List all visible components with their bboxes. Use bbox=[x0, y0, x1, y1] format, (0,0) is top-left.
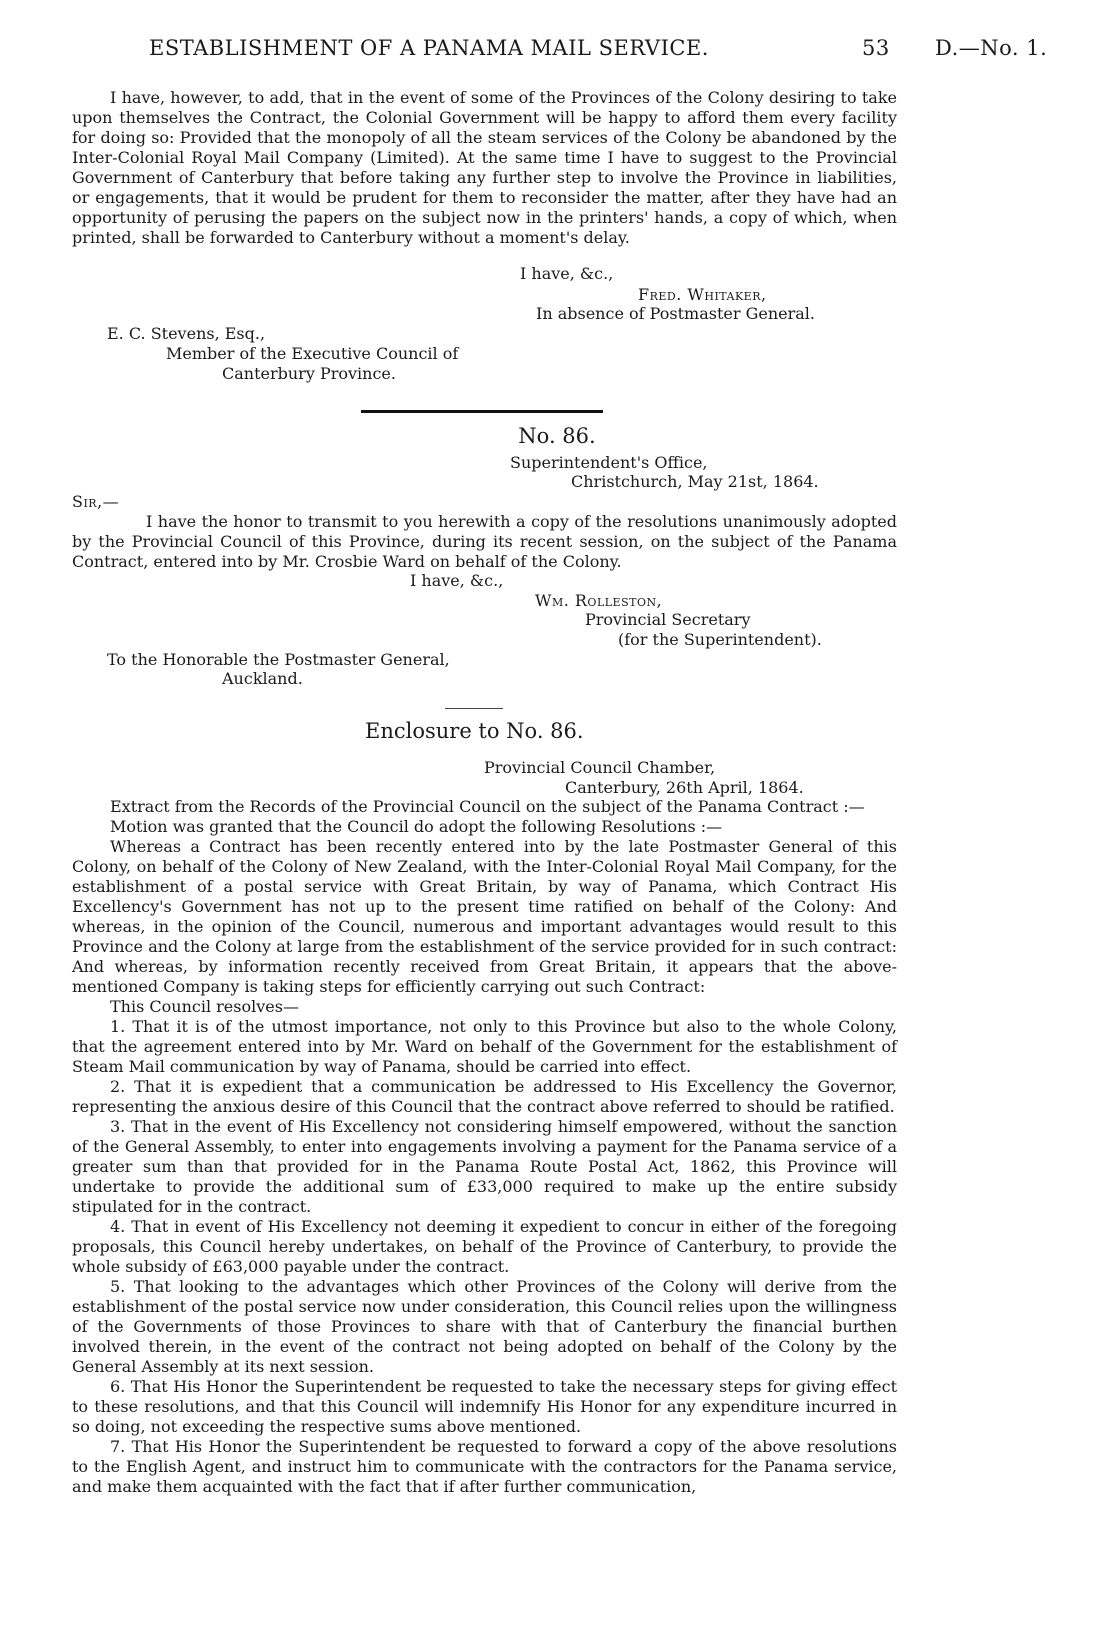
resolution-item: 6. That His Honor the Superintendent be requested to take the necessary steps for giving effect to these resolutions, and that this Council will indemnify His Honor for any expenditure incurred in so doing, not exceeding the respective sums above mentioned. bbox=[72, 1377, 897, 1436]
letter1-signatory: Fred. Whitaker, bbox=[638, 285, 767, 304]
resolution-item: 4. That in event of His Excellency not deeming it expedient to concur in either of the foregoing proposals, this Council hereby undertakes, on behalf of the Province of Canterbury, to provide the whole subsidy of £63,000 payable under the contract. bbox=[72, 1217, 897, 1276]
enclosure-extract: Extract from the Records of the Provincial Council on the subject of the Panama Contract :— bbox=[110, 797, 865, 816]
letter2-addressee-line2: Auckland. bbox=[222, 669, 303, 688]
letter2-signatory-role2: (for the Superintendent). bbox=[618, 630, 822, 649]
section-divider-thin bbox=[445, 708, 503, 709]
letter2-signatory-role1: Provincial Secretary bbox=[585, 610, 751, 629]
letter2-signatory: Wm. Rolleston, bbox=[535, 591, 663, 610]
enclosure-motion: Motion was granted that the Council do adopt the following Resolutions :— bbox=[110, 817, 723, 836]
enclosure-heading: Enclosure to No. 86. bbox=[365, 719, 584, 743]
enclosure-body bbox=[72, 797, 897, 1497]
letter1-closing: I have, &c., bbox=[520, 264, 614, 283]
letter2-number-heading: No. 86. bbox=[518, 424, 596, 448]
enclosure-whereas: Whereas a Contract has been recently entered into by the late Postmaster General of this Colony, on behalf of the Colony of New Zealand, with the Inter-Colonial Royal Mail Company, for the establishment of a postal service with Great Britain, by way of Panama, which Contract His Excellency's Government has not up to the present time ratified on behalf of the Colony: And whereas, in the opinion of the Council, numerous and important advantages would result to this Province and the Colony at large from the establishment of the service provided for in such contract: And whereas, by information recently received from Great Britain, it appears that the above-mentioned Company is taking steps for efficiently carrying out such Contract: bbox=[72, 837, 897, 996]
section-divider-thick bbox=[361, 410, 603, 413]
resolution-item: 3. That in the event of His Excellency not considering himself empowered, without the sanction of the General Assembly, to enter into engagements involving a payment for the Panama service of a greater sum than that provided for in the Panama Route Postal Act, 1862, this Province will undertake to provide the additional sum of £33,000 required to make up the entire subsidy stipulated for in the contract. bbox=[72, 1117, 897, 1216]
document-reference: D.—No. 1. bbox=[935, 36, 1048, 60]
letter2-from-line1: Superintendent's Office, bbox=[510, 453, 708, 472]
letter2-from-line2: Christchurch, May 21st, 1864. bbox=[571, 472, 819, 491]
resolution-item: 5. That looking to the advantages which other Provinces of the Colony will derive from the establishment of the postal service now under consideration, this Council relies upon the willingness of the Governments of those Provinces to share with that of Canterbury the financial burthen involved therein, in the event of the contract not being adopted on behalf of the Colony by the General Assembly at its next session. bbox=[72, 1277, 897, 1376]
page-number: 53 bbox=[862, 36, 890, 60]
enclosure-resolves: This Council resolves— bbox=[110, 997, 299, 1016]
letter1-addressee-name: E. C. Stevens, Esq., bbox=[107, 324, 266, 343]
letter1-signatory-role: In absence of Postmaster General. bbox=[536, 304, 815, 323]
letter2-paragraph: I have the honor to transmit to you herewith a copy of the resolutions unanimously adopted by the Provincial Council of this Province, during its recent session, on the subject of the Panama Contract, entered into by Mr. Crosbie Ward on behalf of the Colony. bbox=[72, 512, 897, 571]
enclosure-from-line2: Canterbury, 26th April, 1864. bbox=[565, 778, 804, 797]
resolution-item: 2. That it is expedient that a communication be addressed to His Excellency the Governor, representing the anxious desire of this Council that the contract above referred to should be ratified. bbox=[72, 1077, 897, 1116]
letter1-paragraph: I have, however, to add, that in the event of some of the Provinces of the Colony desiring to take upon themselves the Contract, the Colonial Government will be happy to afford them every facility for doing so: Provided that the monopoly of all the steam services of the Colony be abandoned by the Inter-Colonial Royal Mail Company (Limited). At the same time I have to suggest to the Provincial Government of Canterbury that before taking any further step to involve the Province in liabilities, or engagements, that it would be prudent for them to reconsider the matter, after they have had an opportunity of perusing the papers on the subject now in the printers' hands, a copy of which, when printed, shall be forwarded to Canterbury without a moment's delay. bbox=[72, 88, 897, 247]
letter1-addressee-line2: Member of the Executive Council of bbox=[166, 344, 459, 363]
enclosure-from-line1: Provincial Council Chamber, bbox=[484, 758, 716, 777]
letter2-addressee-line1: To the Honorable the Postmaster General, bbox=[107, 650, 450, 669]
letter2-closing: I have, &c., bbox=[410, 571, 504, 590]
letter2-salutation: Sir,— bbox=[72, 492, 120, 511]
resolution-item: 1. That it is of the utmost importance, not only to this Province but also to the whole Colony, that the agreement entered into by Mr. Ward on behalf of the Government for the establishment of Steam Mail communication by way of Panama, should be carried into effect. bbox=[72, 1017, 897, 1076]
letter1-addressee-line3: Canterbury Province. bbox=[222, 364, 396, 383]
running-header-title: ESTABLISHMENT OF A PANAMA MAIL SERVICE. bbox=[149, 36, 709, 60]
resolution-item: 7. That His Honor the Superintendent be requested to forward a copy of the above resolutions to the English Agent, and instruct him to communicate with the contractors for the Panama service, and make them acquainted with the fact that if after further communication, bbox=[72, 1437, 897, 1496]
